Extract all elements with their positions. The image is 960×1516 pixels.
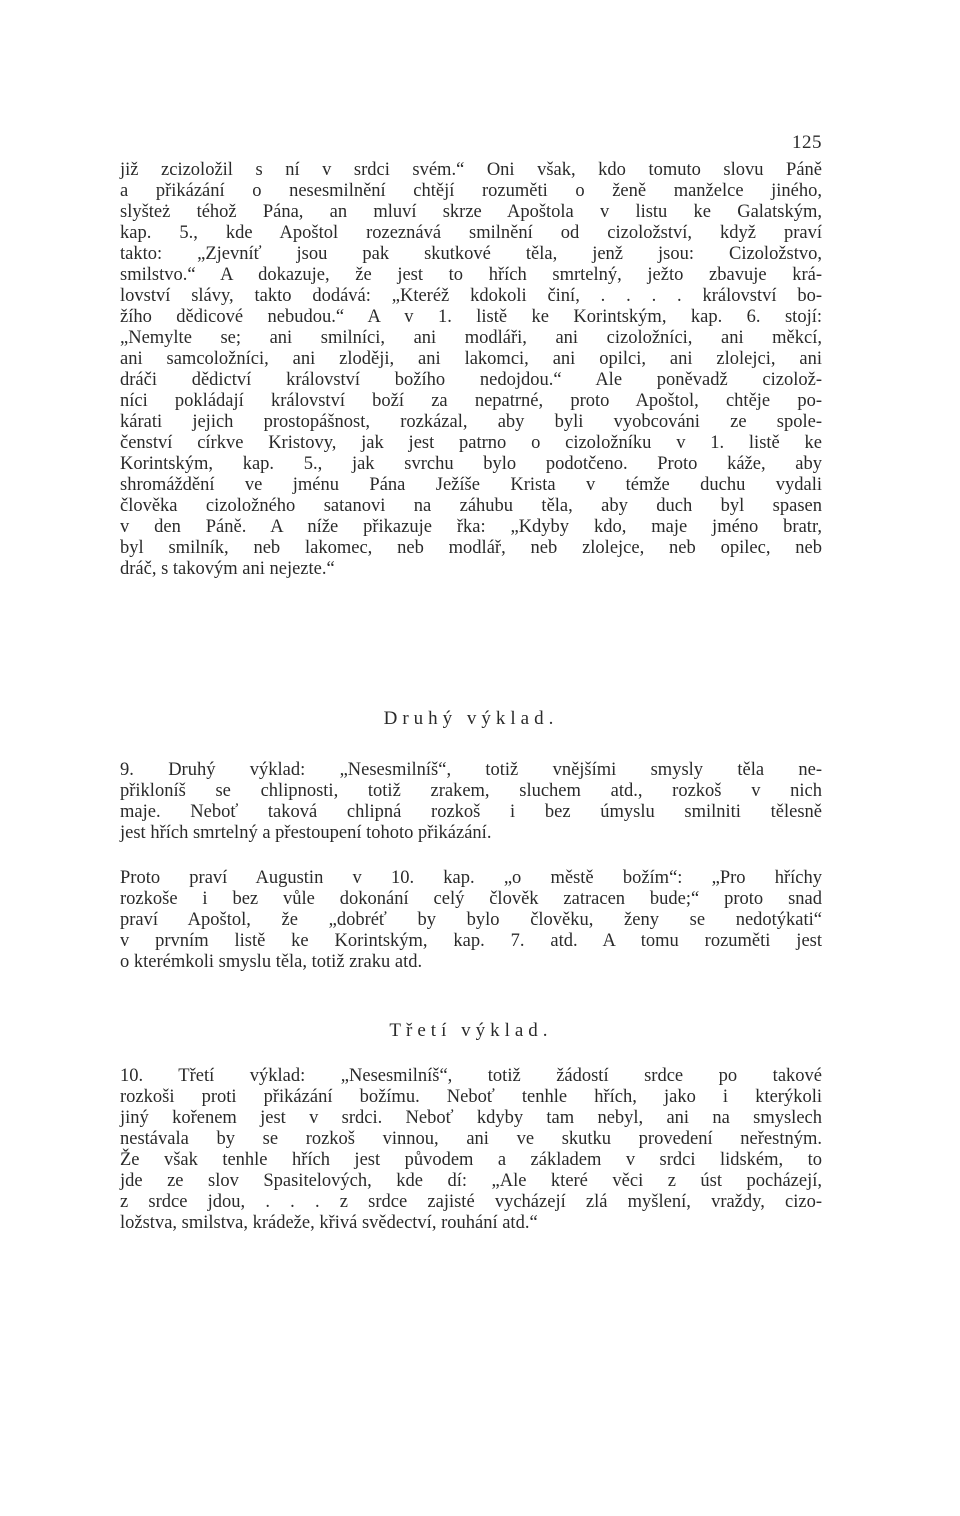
paragraph-10 (120, 1066, 822, 1234)
text-line: 10. Třetí výklad: „Nesesmilníš“, totiž žádostí srdce po takové (120, 1066, 822, 1086)
text-line: přikloníš se chlipnosti, totiž zrakem, sluchem atd., rozkoš v nich (120, 781, 822, 801)
text-line: žího dědicové nebudou.“ A v 1. listě ke Korintským, kap. 6. stojí: (120, 307, 822, 327)
text-line: maje. Neboť taková chlipná rozkoš i bez úmyslu smilniti tělesně (120, 802, 822, 822)
text-line: člověka cizoložného satanovi na záhubu těla, aby duch byl spasen (120, 496, 822, 516)
text-line: kap. 5., kde Apoštol rozeznává smilnění od cizoložství, když praví (120, 223, 822, 243)
text-line: ani samcoložníci, ani zloději, ani lakomci, ani opilci, ani zlolejci, ani (120, 349, 822, 369)
text-line: lovství slávy, takto dodává: „Kteréž kdokoli činí, . . . . království bo- (120, 286, 822, 306)
section-heading-third: Třetí výklad. (389, 1020, 553, 1041)
text-line: byl smilník, neb lakomec, neb modlář, neb zlolejce, neb opilec, neb (120, 538, 822, 558)
paragraph-augustin (120, 868, 822, 973)
text-line: takto: „Zjevníť jsou pak skutkové těla, jenž jsou: Cizoložstvo, (120, 244, 822, 264)
text-line: jiný kořenem jest v srdci. Neboť kdyby tam nebyl, ani na smyslech (120, 1108, 822, 1128)
text-line: v den Páně. A níže přikazuje řka: „Kdyby kdo, maje jméno bratr, (120, 517, 822, 537)
section-heading-second: Druhý výklad. (383, 708, 559, 729)
text-line: Korintským, kap. 5., jak svrchu bylo podotčeno. Proto káže, aby (120, 454, 822, 474)
text-line: ložstva, smilstva, krádeže, křivá svědectví, rouhání atd.“ (120, 1213, 538, 1233)
text-line: „Nemylte se; ani smilníci, ani modláři, ani cizoložníci, ani měkcí, (120, 328, 822, 348)
text-line: 9. Druhý výklad: „Nesesmilníš“, totiž vnějšími smysly těla ne- (120, 760, 822, 780)
text-line: níci pokládají království boží za nepatrné, proto Apoštol, chtěje po- (120, 391, 822, 411)
paragraph-continued (120, 160, 822, 580)
text-line: v prvním listě ke Korintským, kap. 7. atd. A tomu rozuměti jest (120, 931, 822, 951)
paragraph-9 (120, 760, 822, 844)
text-line: o kterémkoli smyslu těla, totiž zraku atd. (120, 952, 423, 972)
text-line: dráč, s takovým ani nejezte.“ (120, 559, 335, 579)
text-line: praví Apoštol, že „dobréť by bylo člověku, ženy se nedotýkati“ (120, 910, 822, 930)
text-line: jde ze slov Spasitelových, kde dí: „Ale které věci z úst pocházejí, (120, 1171, 822, 1191)
text-line: již zcizoložil s ní v srdci svém.“ Oni však, kdo tomuto slovu Páně (120, 160, 822, 180)
text-line: rozkoše i bez vůle dokonání celý člověk zatracen bude;“ proto snad (120, 889, 822, 909)
text-line: smilstvo.“ A dokazuje, že jest to hřích smrtelný, ježto zbavuje krá- (120, 265, 822, 285)
text-line: slyšteż téhož Pána, an mluví skrze Apoštola v listu ke Galatským, (120, 202, 822, 222)
text-line: Že však tenhle hřích jest původem a základem v srdci lidském, to (120, 1150, 822, 1170)
text-line: nestávala by se rozkoš vinnou, ani ve skutku provedení neřestným. (120, 1129, 822, 1149)
text-line: rozkoši proti přikázání božímu. Neboť tenhle hřích, jako i kterýkoli (120, 1087, 822, 1107)
text-line: dráči dědictví království božího nedojdou.“ Ale poněvadž cizolož- (120, 370, 822, 390)
text-line: shromáždění ve jménu Pána Ježíše Krista v témže duchu vydali (120, 475, 822, 495)
text-line: kárati jejich prostopášnost, rozkázal, aby byli vyobcováni ze spole- (120, 412, 822, 432)
text-line: čenství církve Kristovy, jak jest patrno o cizoložníku v 1. listě ke (120, 433, 822, 453)
text-line: z srdce jdou, . . . z srdce zajisté vycházejí zlá myšlení, vraždy, cizo- (120, 1192, 822, 1212)
text-line: jest hřích smrtelný a přestoupení tohoto přikázání. (120, 823, 492, 843)
page-number: 125 (792, 132, 822, 153)
text-line: Proto praví Augustin v 10. kap. „o městě božím“: „Pro hříchy (120, 868, 822, 888)
text-line: a přikázání o nesesmilnění chtějí rozuměti o ženě manželce jiného, (120, 181, 822, 201)
